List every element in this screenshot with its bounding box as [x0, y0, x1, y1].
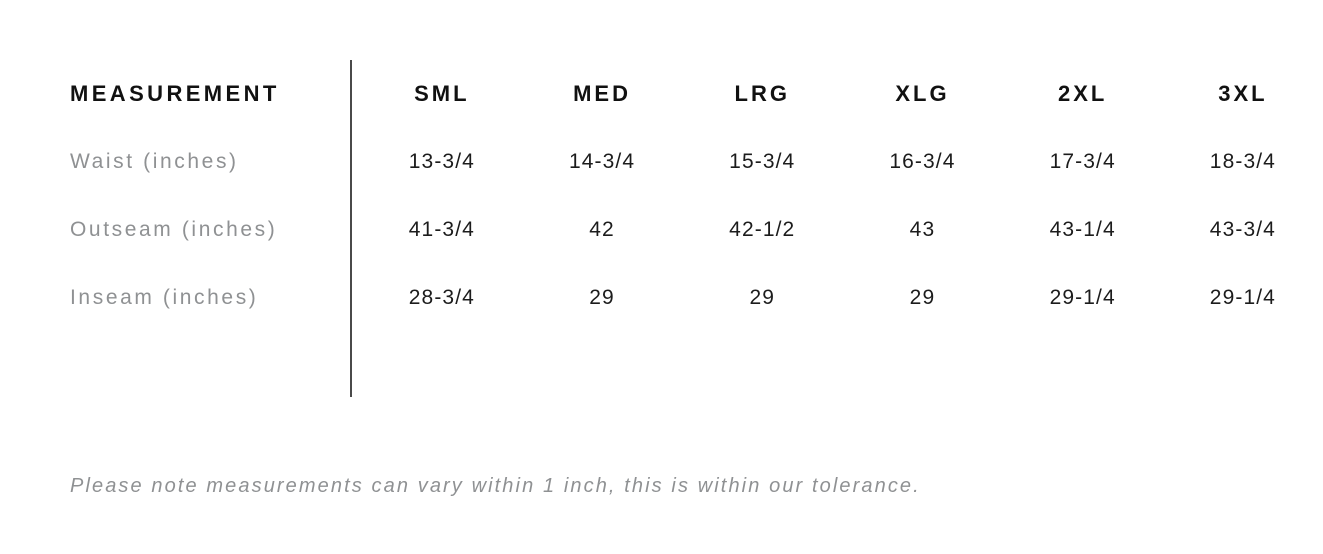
cell-outseam-lrg: 42-1/2 — [729, 218, 796, 241]
cell-inseam-2xl: 29-1/4 — [1049, 286, 1116, 309]
size-chart-table — [0, 60, 1323, 332]
cell-waist-3xl: 18-3/4 — [1209, 150, 1276, 173]
row-label-outseam: Outseam (inches) — [70, 218, 278, 241]
tolerance-note: Please note measurements can vary within 1 inch, this is within our tolerance. — [70, 475, 921, 497]
column-header-sml: SML — [414, 81, 470, 106]
column-header-measurement: MEASUREMENT — [70, 81, 280, 106]
table-row — [0, 196, 1323, 264]
cell-outseam-3xl: 43-3/4 — [1209, 218, 1276, 241]
cell-waist-med: 14-3/4 — [568, 150, 636, 173]
column-header-lrg: LRG — [734, 81, 790, 106]
cell-outseam-sml: 41-3/4 — [408, 218, 475, 241]
cell-outseam-xlg: 43 — [909, 218, 936, 241]
column-header-2xl: 2XL — [1057, 81, 1108, 106]
row-label-inseam: Inseam (inches) — [70, 286, 259, 309]
cell-inseam-sml: 28-3/4 — [408, 286, 475, 309]
column-header-med: MED — [573, 81, 631, 106]
cell-waist-sml: 13-3/4 — [408, 150, 475, 173]
cell-inseam-xlg: 29 — [909, 286, 936, 309]
column-header-3xl: 3XL — [1218, 81, 1268, 106]
cell-inseam-lrg: 29 — [749, 286, 776, 309]
column-header-xlg: XLG — [895, 81, 950, 106]
row-label-waist: Waist (inches) — [70, 150, 239, 173]
cell-inseam-med: 29 — [589, 286, 615, 309]
cell-waist-2xl: 17-3/4 — [1049, 150, 1116, 173]
cell-waist-lrg: 15-3/4 — [729, 150, 796, 173]
cell-inseam-3xl: 29-1/4 — [1209, 286, 1276, 309]
table-row — [0, 128, 1323, 196]
cell-outseam-med: 42 — [589, 218, 615, 241]
cell-outseam-2xl: 43-1/4 — [1049, 218, 1116, 241]
table-row — [0, 264, 1323, 332]
table-header-row — [0, 60, 1323, 128]
cell-waist-xlg: 16-3/4 — [889, 150, 956, 173]
